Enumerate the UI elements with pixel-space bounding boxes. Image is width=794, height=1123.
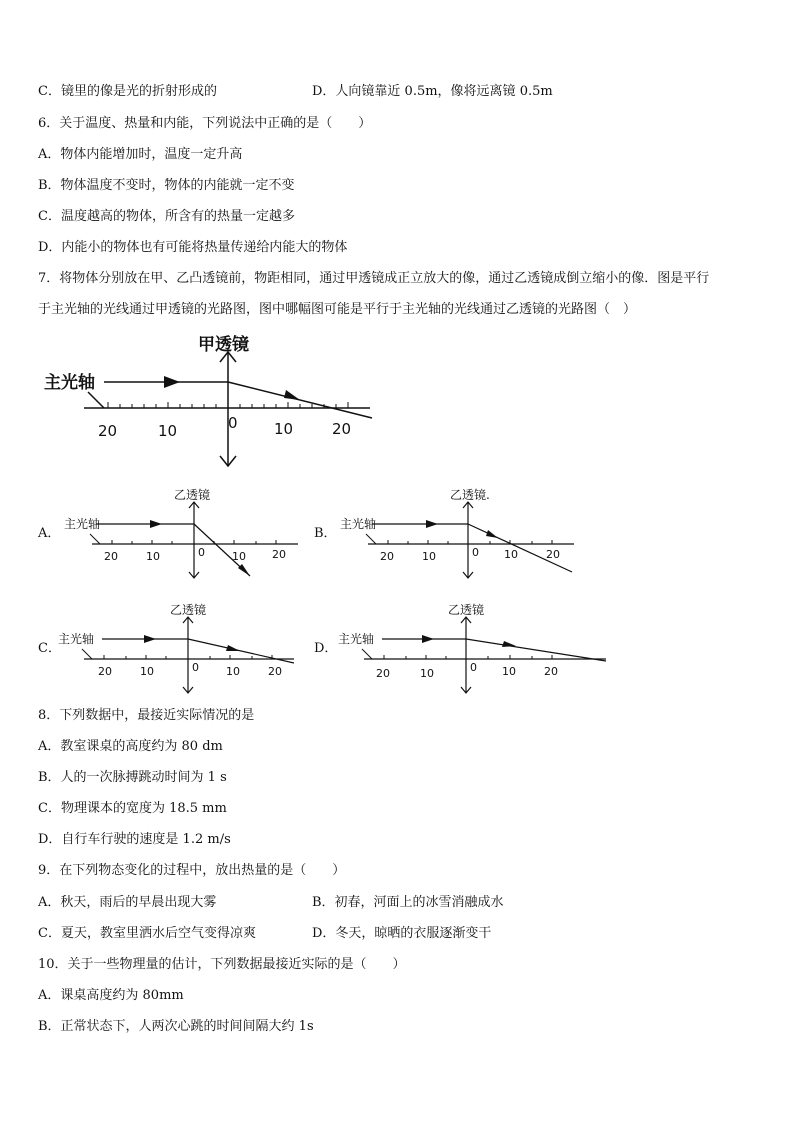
option-b-tick-label: 10: [504, 548, 518, 561]
q9-option-c: C．夏天，教室里洒水后空气变得凉爽: [38, 926, 256, 941]
q7-option-a-letter: A．: [38, 526, 61, 541]
option-a-tick-label: 20: [272, 548, 286, 561]
q7-stem-line1: 7．将物体分别放在甲、乙凸透镜前，物距相同，通过甲透镜成正立放大的像，通过乙透镜成倒立缩小的像．图是平行: [38, 271, 710, 286]
q5-option-d: D．人向镜靠近 0.5m，像将远离镜 0.5m: [312, 84, 553, 99]
main-tick-label: 0: [228, 414, 238, 432]
q8-option-b: B．人的一次脉搏跳动时间为 1 s: [38, 770, 227, 785]
option-d-tick-label: 20: [544, 665, 558, 678]
option-c-tick-label: 20: [98, 665, 112, 678]
option-b-tick-label: 0: [472, 546, 479, 559]
q7-option-b-diagram: [336, 486, 576, 586]
main-tick-label: 20: [98, 422, 118, 440]
option-d-lens-label: 乙透镜: [448, 603, 485, 617]
q7-option-b-letter: B．: [314, 526, 337, 541]
option-d-axis-label: 主光轴: [338, 632, 375, 646]
option-a-tick-label: 0: [198, 546, 205, 559]
option-c-axis-label: 主光轴: [58, 632, 95, 646]
option-d-tick-label: 0: [470, 661, 477, 674]
q8-option-a: A．教室课桌的高度约为 80 dm: [38, 739, 223, 754]
q9-option-a: A．秋天，雨后的早晨出现大雾: [38, 895, 217, 910]
main-tick-label: 10: [158, 422, 178, 440]
option-c-tick-label: 10: [226, 665, 240, 678]
q6-option-a: A．物体内能增加时，温度一定升高: [38, 147, 243, 162]
q9-option-b: B．初春，河面上的冰雪消融成水: [312, 895, 504, 910]
option-b-tick-label: 10: [422, 550, 436, 563]
option-b-axis-label: 主光轴: [340, 517, 377, 531]
main-tick-label: 10: [274, 420, 294, 438]
option-d-refracted-ray: [466, 639, 606, 661]
option-a-tick-label: 10: [232, 550, 246, 563]
option-b-tick-label: 20: [546, 548, 560, 561]
q7-option-d-letter: D．: [314, 641, 338, 656]
q10-stem: 10．关于一些物理量的估计，下列数据最接近实际的是（ ）: [38, 957, 406, 972]
q7-option-d-diagram: [336, 601, 608, 701]
q7-option-c-letter: C．: [38, 641, 61, 656]
main-axis-label: 主光轴: [44, 373, 95, 393]
option-a-lens-label: 乙透镜: [174, 488, 211, 502]
q6-stem: 6．关于温度、热量和内能，下列说法中正确的是（ ）: [38, 116, 372, 131]
q5-option-c: C．镜里的像是光的折射形成的: [38, 84, 217, 99]
option-c-tick-label: 0: [192, 661, 199, 674]
q7-option-a-diagram: [60, 486, 300, 586]
option-d-tick-label: 10: [502, 665, 516, 678]
option-d-tick-label: 20: [376, 667, 390, 680]
q9-stem: 9．在下列物态变化的过程中，放出热量的是（ ）: [38, 863, 346, 878]
q8-option-d: D．自行车行驶的速度是 1.2 m/s: [38, 832, 231, 847]
q7-stem-line2: 于主光轴的光线通过甲透镜的光路图，图中哪幅图可能是平行于主光轴的光线通过乙透镜的光路图（ ）: [38, 302, 637, 317]
option-b-tick-label: 20: [380, 550, 394, 563]
q6-option-c: C．温度越高的物体，所含有的热量一定越多: [38, 209, 295, 224]
q8-option-c: C．物理课本的宽度为 18.5 mm: [38, 801, 227, 816]
q10-option-a: A．课桌高度约为 80mm: [38, 988, 184, 1003]
option-b-lens-label: 乙透镜.: [450, 488, 490, 502]
q10-option-b: B．正常状态下，人两次心跳的时间间隔大约 1s: [38, 1019, 314, 1034]
q8-stem: 8．下列数据中，最接近实际情况的是: [38, 708, 255, 723]
q7-main-diagram: [0, 330, 400, 470]
main-tick-label: 20: [332, 420, 352, 438]
q6-option-d: D．内能小的物体也有可能将热量传递给内能大的物体: [38, 240, 348, 255]
option-c-tick-label: 20: [268, 665, 282, 678]
option-a-tick-label: 10: [146, 550, 160, 563]
option-a-tick-label: 20: [104, 550, 118, 563]
option-c-tick-label: 10: [140, 665, 154, 678]
main-lens-label: 甲透镜: [198, 335, 249, 355]
q7-option-c-diagram: [56, 601, 296, 701]
q6-option-b: B．物体温度不变时，物体的内能就一定不变: [38, 178, 295, 193]
option-a-axis-label: 主光轴: [64, 517, 101, 531]
q9-option-d: D．冬天，晾晒的衣服逐渐变干: [312, 926, 492, 941]
option-c-lens-label: 乙透镜: [170, 603, 207, 617]
option-d-tick-label: 10: [420, 667, 434, 680]
